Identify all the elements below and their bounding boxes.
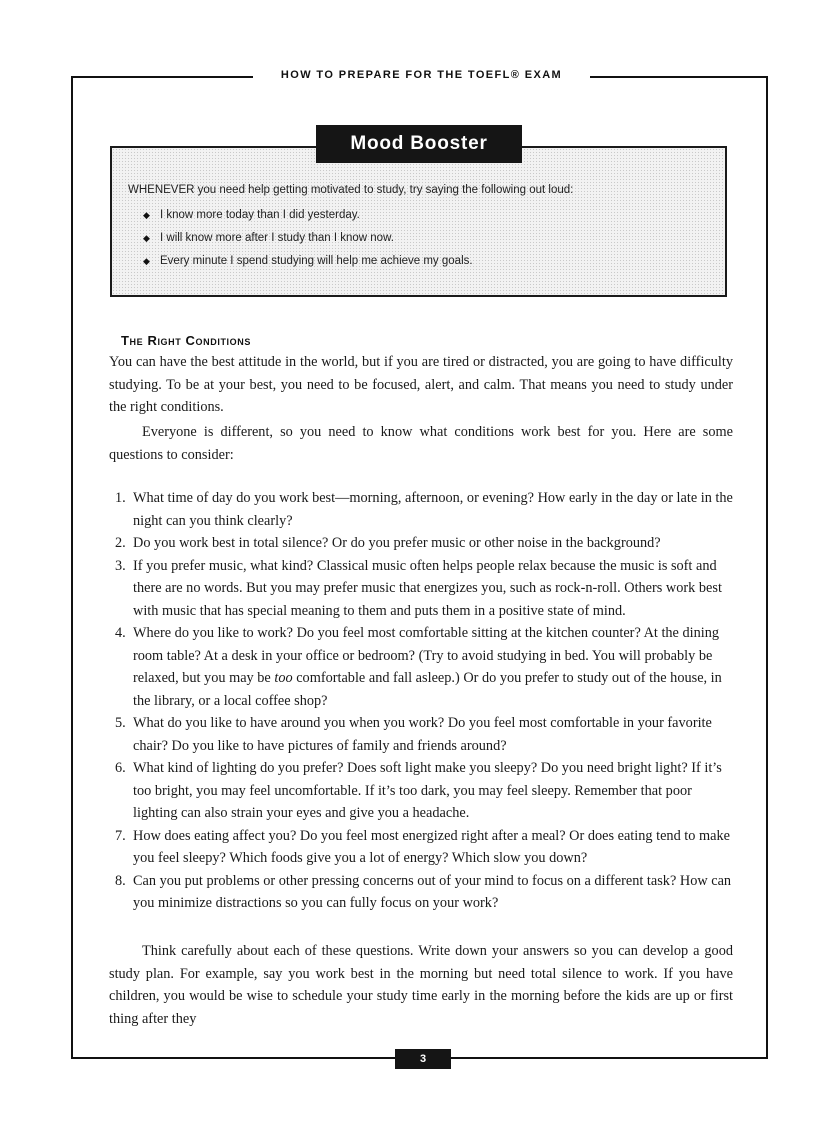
question-number: 2. — [115, 535, 126, 551]
header-rule-left — [71, 76, 253, 78]
mood-booster-title: Mood Booster — [316, 125, 522, 163]
question-number: 3. — [115, 557, 126, 574]
paragraph-intro: You can have the best attitude in the world, but if you are tired or distracted, you are going to have difficulty studying. To be at your best, you need to be focused, alert, and calm. That means you need to study under the right conditions. — [109, 354, 733, 415]
question-text: How does eating affect you? Do you feel most energized right after a meal? Or does eating tend to make you feel sleepy? Which foods give you a lot of energy? Which slow you down? — [133, 827, 730, 866]
list-item — [109, 757, 733, 825]
list-item — [109, 712, 733, 757]
question-emphasis: too — [274, 670, 293, 686]
question-number: 8. — [115, 872, 126, 889]
paragraph-consider: Everyone is different, so you need to know what conditions work best for you. Here are some questions to consider: — [109, 424, 733, 463]
question-number: 6. — [115, 760, 126, 776]
page-frame-right — [766, 76, 768, 1059]
question-text-before: Where do you like to work? Do you feel most comfortable sitting at the kitchen counter? At the dining room table? At a desk in your office or bedroom? (Try to avoid studying in bed. You will probably be relaxed, but you may be — [133, 625, 720, 686]
list-item — [143, 207, 473, 230]
bullet-icon: ◆ — [143, 233, 150, 243]
question-number: 5. — [115, 715, 126, 731]
list-item — [109, 825, 733, 870]
mood-booster-intro: WHENEVER you need help getting motivated to study, try saying the following out loud: — [128, 184, 574, 196]
header-rule-right — [590, 76, 768, 78]
paragraph-plan: Think carefully about each of these questions. Write down your answers so you can develop a good study plan. For example, say you work best in the morning but need total silence to work. If you have children, you would be wise to schedule your study time early in the morning before the kids are up or first thing after they — [109, 943, 733, 1027]
list-item — [109, 487, 733, 532]
question-text: Can you put problems or other pressing concerns out of your mind to focus on a different task? How can you minimize distractions so you can fully focus on your work? — [133, 872, 732, 911]
mood-booster-list — [143, 207, 473, 276]
question-list — [109, 487, 733, 915]
question-text: What do you like to have around you when you work? Do you feel most comfortable in your favorite chair? Do you like to have pictures of family and friends around? — [133, 715, 712, 754]
question-text: If you prefer music, what kind? Classical music often helps people relax because the music is soft and there are no words. But you may prefer music that energizes you, such as rock-n-roll. Others work best with music that has special meaning to them and puts them in a positive state of mind. — [133, 557, 722, 619]
question-text-after: comfortable and fall asleep.) Or do you prefer to study out of the house, in the library, or a local coffee shop? — [133, 670, 722, 709]
page-frame-left — [71, 76, 73, 1059]
question-text: What time of day do you work best—morning, afternoon, or evening? How early in the day or late in the night can you think clearly? — [133, 490, 733, 529]
list-item — [109, 622, 733, 712]
bullet-icon: ◆ — [143, 210, 150, 220]
question-text: Do you work best in total silence? Or do you prefer music or other noise in the background? — [133, 535, 661, 551]
mood-booster-item: Every minute I spend studying will help me achieve my goals. — [160, 255, 473, 267]
list-item — [109, 870, 733, 915]
bullet-icon: ◆ — [143, 256, 150, 266]
question-number: 7. — [115, 827, 126, 844]
section-heading: The Right Conditions — [121, 333, 251, 348]
question-number: 4. — [115, 625, 126, 641]
list-item — [109, 532, 733, 555]
question-number: 1. — [115, 490, 126, 506]
mood-booster-item: I know more today than I did yesterday. — [160, 209, 360, 221]
mood-booster-item: I will know more after I study than I know now. — [160, 232, 394, 244]
question-text: What kind of lighting do you prefer? Does soft light make you sleepy? Do you need bright light? If it’s too bright, you may feel uncomfortable. If it’s too dark, you may feel sleepy. Remember that poor lighting can also strain your eyes and give you a headache. — [133, 760, 722, 821]
list-item — [143, 230, 473, 253]
running-header: HOW TO PREPARE FOR THE TOEFL® EXAM — [280, 69, 563, 81]
list-item — [143, 253, 473, 276]
list-item — [109, 555, 733, 623]
page-number: 3 — [395, 1049, 451, 1069]
